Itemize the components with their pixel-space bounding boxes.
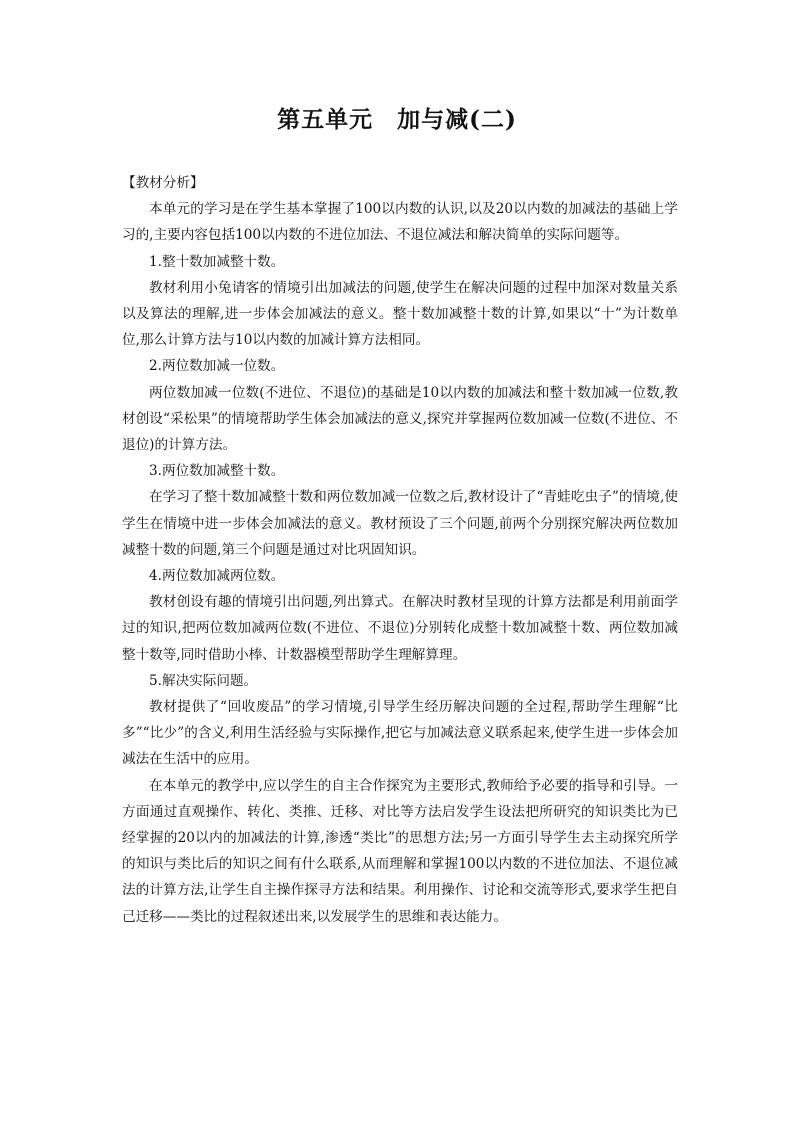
- paragraph-3: 在学习了整十数加减整十数和两位数加减一位数之后,教材设计了“青蛙吃虫子”的情境,使学生在情境中进一步体会加减法的意义。教材预设了三个问题,前两个分别探究解决两位数加减整十数的问题,第三个问题是通过对比巩固知识。: [122, 489, 678, 558]
- subheading-1: 1.整十数加减整十数。: [149, 253, 285, 270]
- teaching-paragraph: 在本单元的教学中,应以学生的自主合作探究为主要形式,教师给予必要的指导和引导。一方面通过直观操作、转化、类推、迁移、对比等方法启发学生设法把所研究的知识类比为已经掌握的20以内的加减法的计算,渗透“类比”的思想方法;另一方面引导学生去主动探究所学的知识与类比后的知识之间有什么联系,从而理解和掌握100以内数的不进位加法、不退位减法的计算方法,让学生自主操作探寻方法和结果。利用操作、讨论和交流等形式,要求学生把自己迁移——类比的过程叙述出来,以发展学生的思维和表达能力。: [122, 777, 678, 925]
- paragraph-4: 教材创设有趣的情境引出问题,列出算式。在解决时教材呈现的计算方法都是利用前面学过的知识,把两位数加减两位数(不进位、不退位)分别转化成整十数加减整十数、两位数加减整十数等,同时借助小棒、计数器模型帮助学生理解算理。: [122, 594, 678, 663]
- intro-paragraph: 本单元的学习是在学生基本掌握了100以内数的认识,以及20以内数的加减法的基础上学习的,主要内容包括100以内数的不进位加法、不退位减法和解决简单的实际问题等。: [122, 201, 678, 244]
- subheading-5: 5.解决实际问题。: [149, 672, 258, 689]
- page-title: 第五单元 加与减(二): [277, 106, 517, 133]
- paragraph-2: 两位数加减一位数(不进位、不退位)的基础是10以内数的加减法和整十数加减一位数,教材创设“采松果”的情境帮助学生体会加减法的意义,探究并掌握两位数加减一位数(不进位、不退位)的计算方法。: [122, 384, 678, 454]
- subheading-4: 4.两位数加减两位数。: [149, 568, 285, 585]
- subheading-3: 3.两位数加减整十数。: [149, 463, 285, 480]
- paragraph-1: 教材利用小兔请客的情境引出加减法的问题,使学生在解决问题的过程中加深对数量关系以及算法的理解,进一步体会加减法的意义。整十数加减整十数的计算,如果以“十”为计数单位,那么计算方法与10以内数的加减计算方法相同。: [122, 279, 678, 349]
- section-label: 【教材分析】: [122, 175, 204, 191]
- document-body: [122, 170, 678, 930]
- paragraph-5: 教材提供了“回收废品”的学习情境,引导学生经历解决问题的全过程,帮助学生理解“比多”“比少”的含义,利用生活经验与实际操作,把它与加减法意义联系起来,使学生进一步体会加减法在生活中的应用。: [122, 699, 678, 768]
- subheading-2: 2.两位数加减一位数。: [149, 358, 285, 375]
